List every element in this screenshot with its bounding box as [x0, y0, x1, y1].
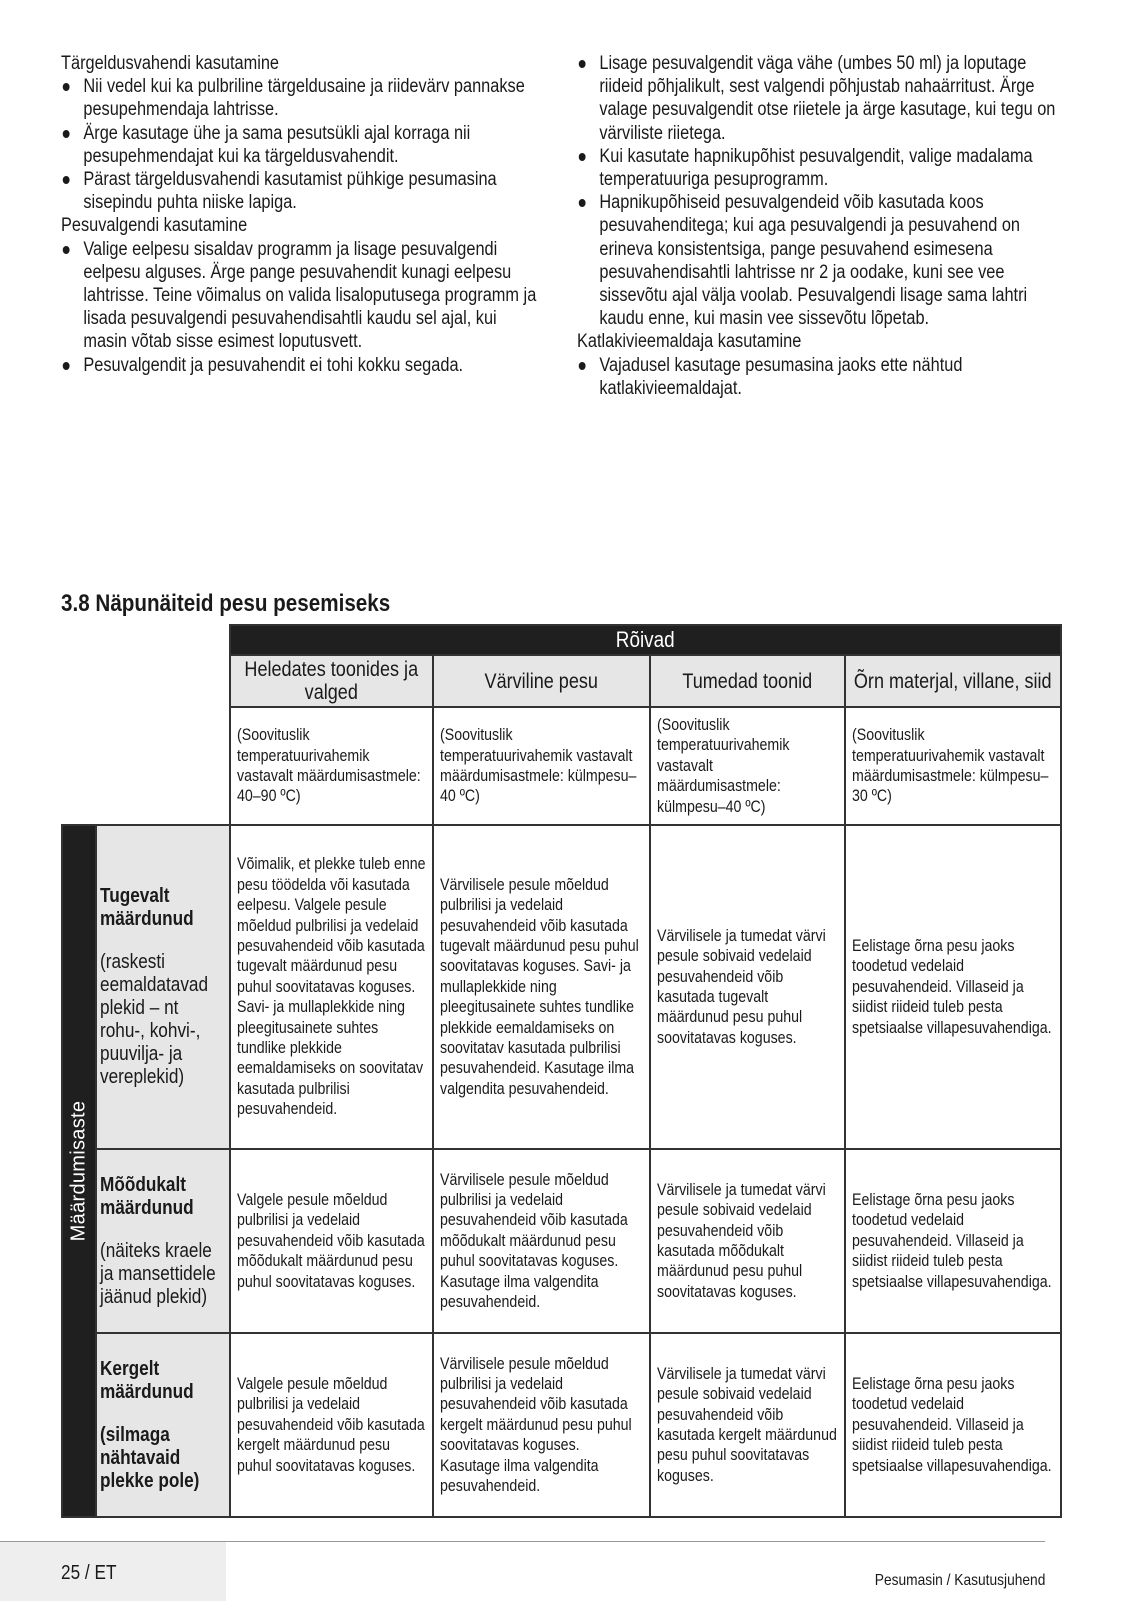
section-heading-descaler: Katlakivieemaldaja kasutamine: [577, 331, 802, 353]
section-title: 3.8 Näpunäiteid pesu pesemiseks: [61, 590, 391, 617]
row-description: (raskesti eemaldatavad plekid – nt rohu-, kohvi-, puuvilja- ja vereplekid): [100, 951, 209, 1088]
left-text-column: [61, 52, 621, 377]
temperature-cell: (Soovituslik temperatuurivahemik vastavalt määrdumisastmele: külmpesu–40 ºC): [433, 707, 650, 825]
row-label-moderate: [96, 1149, 230, 1333]
temperature-cell: (Soovituslik temperatuurivahemik vastavalt määrdumisastmele: külmpesu–40 ºC): [650, 707, 845, 825]
table-cell: Valgele pesule mõeldud pulbrilisi ja vedelaid pesuvahendeid võib kasutada mõõdukalt määrdunud pesu puhul soovitatavas koguses.: [230, 1149, 433, 1333]
row-title: Tugevalt määrdunud: [100, 885, 194, 930]
table-cell: Värvilisele ja tumedat värvi pesule sobivaid vedelaid pesuvahendeid võib kasutada mõõdukalt määrdunud pesu puhul soovitatavas koguses.: [650, 1149, 845, 1333]
row-title: Mõõdukalt määrdunud: [100, 1173, 194, 1219]
table-row-light: [62, 1333, 1061, 1517]
column-header-dark: Tumedad toonid: [650, 655, 845, 707]
table-row-moderate: [62, 1149, 1061, 1333]
row-description: (näiteks kraele ja mansettidele jäänud plekid): [100, 1239, 216, 1308]
bullet-list-bleach: [61, 238, 543, 377]
right-text-column: [577, 52, 1128, 400]
table-cell: Eelistage õrna pesu jaoks toodetud vedelaid pesuvahendeid. Villaseid ja siidist riideid tuleb pesta spetsiaalse villapesuvahendiga.: [845, 825, 1061, 1149]
soiling-axis: [62, 825, 96, 1517]
page-number: 25 / ET: [61, 1562, 117, 1584]
list-item: Valige eelpesu sisaldav programm ja lisage pesuvalgendi eelpesu alguses. Ärge pange pesuvahendit kunagi eelpesu lahtrisse. Teine võimalus on valida lisaloputusega programm ja lisada pesuvalgendi pesuvahendisahtli kaudu sel ajal, kui masin võtab sisse esimest loputusvett.: [61, 238, 543, 354]
table-row-heavy: [62, 825, 1061, 1149]
list-item: Ärge kasutage ühe ja sama pesutsükli ajal korraga nii pesupehmendajat kui ka tärgeldusvahendit.: [61, 122, 543, 168]
row-title: Kergelt määrdunud: [100, 1357, 194, 1403]
bullet-list-descaler: [577, 354, 1062, 400]
temperature-cell: (Soovituslik temperatuurivahemik vastavalt määrdumisastmele: külmpesu–30 ºC): [845, 707, 1061, 825]
empty-corner: [62, 655, 230, 707]
empty-corner: [62, 707, 230, 825]
document-name: Pesumasin / Kasutusjuhend: [874, 1572, 1045, 1589]
list-item: Pärast tärgeldusvahendi kasutamist pühkige pesumasina sisepindu puhta niiske lapiga.: [61, 168, 543, 214]
temperature-row: [62, 707, 1061, 825]
column-header-row: [62, 655, 1061, 707]
list-item: Pesuvalgendit ja pesuvahendit ei tohi kokku segada.: [61, 354, 543, 377]
row-label-heavy: [96, 825, 230, 1149]
section-heading-bleach: Pesuvalgendi kasutamine: [61, 215, 248, 237]
list-item: Nii vedel kui ka pulbriline tärgeldusaine ja riidevärv pannakse pesupehmendaja lahtrisse.: [61, 75, 543, 121]
temperature-cell: (Soovituslik temperatuurivahemik vastavalt määrdumisastmele: 40–90 ºC): [230, 707, 433, 825]
row-description: (silmaga nähtavaid plekke pole): [100, 1423, 200, 1492]
bullet-list-bleach-continued: [577, 52, 1062, 330]
column-header-white: Heledates toonides ja valged: [230, 655, 433, 707]
clothes-header: Rõivad: [230, 625, 1061, 655]
table-cell: Eelistage õrna pesu jaoks toodetud vedelaid pesuvahendeid. Villaseid ja siidist riideid tuleb pesta spetsiaalse villapesuvahendiga.: [845, 1149, 1061, 1333]
section-heading-starch: Tärgeldusvahendi kasutamine: [61, 53, 280, 74]
laundry-tips-table: [61, 624, 1062, 1518]
list-item: Kui kasutate hapnikupõhist pesuvalgendit, valige madalama temperatuuriga pesuprogramm.: [577, 145, 1062, 191]
column-header-delicate: Õrn materjal, villane, siid: [845, 655, 1061, 707]
list-item: Hapnikupõhiseid pesuvalgendeid võib kasutada koos pesuvahenditega; kui aga pesuvalgendi ja pesuvahend on erineva konsistentsiga, pange pesuvahend esimesena pesuvahendisahtli lahtrisse nr 2 ja oodake, kuni see vee sissevõtu ajal välja voolab. Pesuvalgendi lisage sama lahtri kaudu enne, kui masin vee sissevõtu lõpetab.: [577, 191, 1062, 330]
list-item: Vajadusel kasutage pesumasina jaoks ette nähtud katlakivieemaldajat.: [577, 354, 1062, 400]
table-cell: Värvilisele pesule mõeldud pulbrilisi ja vedelaid pesuvahendeid võib kasutada tugevalt määrdunud pesu puhul soovitatavas koguses. Savi- ja mullaplekkide ning pleegitusainete suhtes tundlike plekkide eemaldamiseks on soovitatav kasutada pulbrilisi pesuvahendeid. Kasutage ilma valgendita pesuvahendeid.: [433, 825, 650, 1149]
clothes-header-row: [62, 625, 1061, 655]
table-cell: Värvilisele ja tumedat värvi pesule sobivaid vedelaid pesuvahendeid võib kasutada kergelt määrdunud pesu puhul soovitatavas koguses.: [650, 1333, 845, 1517]
empty-corner: [62, 625, 230, 655]
soiling-axis-label: Määrdumisaste: [67, 1100, 90, 1242]
table-cell: Valgele pesule mõeldud pulbrilisi ja vedelaid pesuvahendeid võib kasutada kergelt määrdunud pesu puhul soovitatavas koguses.: [230, 1333, 433, 1517]
table-cell: Võimalik, et plekke tuleb enne pesu töödelda või kasutada eelpesu. Valgele pesule mõeldud pulbrilisi ja vedelaid pesuvahendeid võib kasutada tugevalt määrdunud pesu puhul soovitatavas koguses. Savi- ja mullaplekkide ning pleegitusainete suhtes tundlike plekkide eemaldamiseks on soovitatav kasutada pulbrilisi pesuvahendeid.: [230, 825, 433, 1149]
table-cell: Värvilisele pesule mõeldud pulbrilisi ja vedelaid pesuvahendeid võib kasutada kergelt määrdunud pesu puhul soovitatavas koguses. Kasutage ilma valgendita pesuvahendeid.: [433, 1333, 650, 1517]
list-item: Lisage pesuvalgendit väga vähe (umbes 50 ml) ja loputage riideid põhjalikult, sest valgendi põhjustab nahaärritust. Ärge valage pesuvalgendit otse riietele ja ärge kasutage, kui tegu on värviliste riietega.: [577, 52, 1062, 145]
table-cell: Värvilisele pesule mõeldud pulbrilisi ja vedelaid pesuvahendeid võib kasutada mõõdukalt määrdunud pesu puhul soovitatavas koguses. Kasutage ilma valgendita pesuvahendeid.: [433, 1149, 650, 1333]
bullet-list-starch: [61, 75, 543, 214]
table-cell: Eelistage õrna pesu jaoks toodetud vedelaid pesuvahendeid. Villaseid ja siidist riideid tuleb pesta spetsiaalse villapesuvahendiga.: [845, 1333, 1061, 1517]
row-label-light: [96, 1333, 230, 1517]
table-cell: Värvilisele ja tumedat värvi pesule sobivaid vedelaid pesuvahendeid võib kasutada tugevalt määrdunud pesu puhul soovitatavas koguses.: [650, 825, 845, 1149]
column-header-colored: Värviline pesu: [433, 655, 650, 707]
